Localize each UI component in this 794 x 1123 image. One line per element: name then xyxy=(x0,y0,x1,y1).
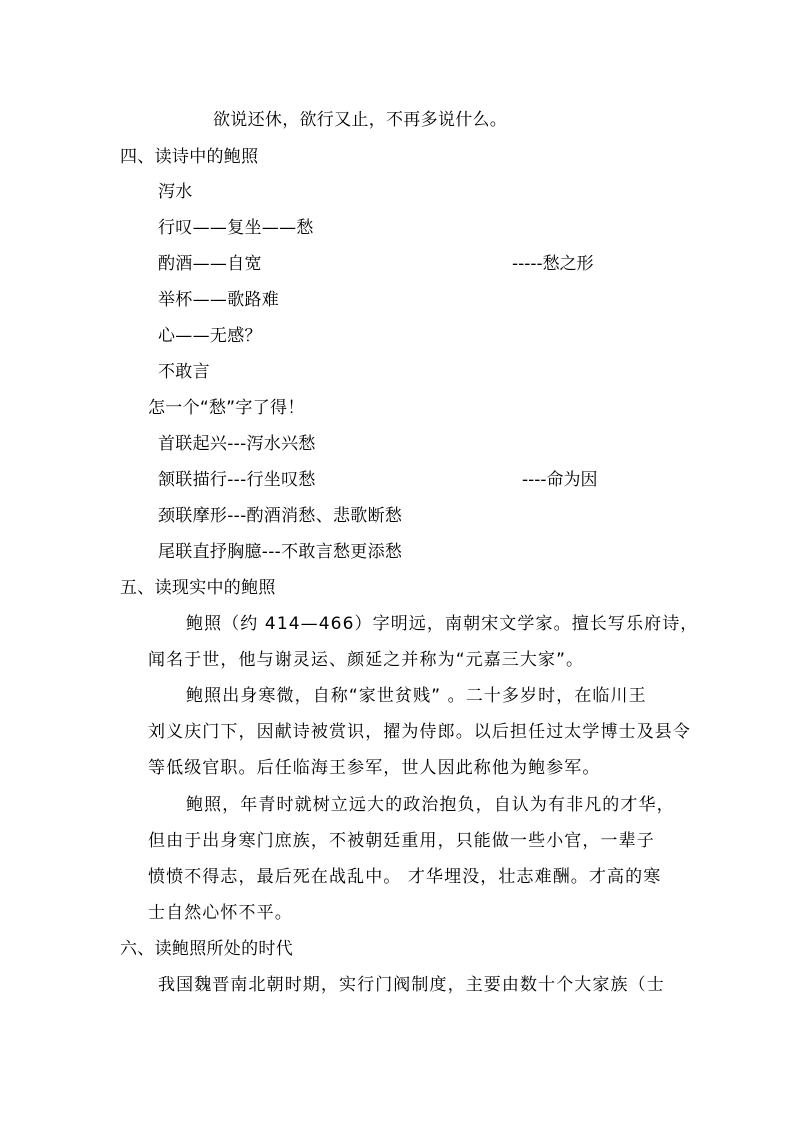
section-4-line: 泻水 xyxy=(158,182,193,202)
paragraph-line: 但由于出身寒门庶族，不被朝廷重用，只能做一些小官，一辈子 xyxy=(148,831,655,851)
paragraph-line: 我国魏晋南北朝时期，实行门阀制度，主要由数十个大家族（士 xyxy=(158,975,665,995)
section-4-line: 行叹——复坐——愁 xyxy=(158,218,314,238)
paragraph-line: 等低级官职。后任临海王参军，世人因此称他为鲍参军。 xyxy=(148,758,601,778)
paragraph-line: 鲍照出身寒微，自称“家世贫贱” 。二十多岁时，在临川王 xyxy=(186,686,647,706)
couplet-line: 尾联直抒胸臆---不敢言愁更添愁 xyxy=(158,542,403,562)
couplet-line: 首联起兴---泻水兴愁 xyxy=(158,434,316,454)
paragraph-line: 鲍照（约 414—466）字明远，南朝宋文学家。擅长写乐府诗， xyxy=(186,614,699,634)
section-6-heading: 六、读鲍照所处的时代 xyxy=(120,939,293,959)
couplet-line: 颔联描行---行坐叹愁 xyxy=(158,470,316,490)
intro-line: 欲说还休，欲行又止，不再多说什么。 xyxy=(213,110,508,130)
section-4-line: 不敢言 xyxy=(158,362,210,382)
paragraph-line: 鲍照，年青时就树立远大的政治抱负，自认为有非凡的才华， xyxy=(186,795,675,815)
section-4-line: 怎一个“愁”字了得！ xyxy=(148,398,305,418)
section-4-line: 心——无感？ xyxy=(158,326,262,346)
paragraph-line: 士自然心怀不平。 xyxy=(148,903,293,923)
shape-summary-mark: -----愁之形 xyxy=(512,254,594,274)
section-4-line: 酌酒——自宽 xyxy=(158,254,262,274)
section-4-heading: 四、读诗中的鲍照 xyxy=(120,147,259,167)
paragraph-line: 闻名于世，他与谢灵运、颜延之并称为“元嘉三大家”。 xyxy=(148,650,585,670)
couplet-line: 颈联摩形---酌酒消愁、悲歌断愁 xyxy=(158,506,403,526)
paragraph-line: 刘义庆门下，因献诗被赏识，擢为侍郎。以后担任过太学博士及县令 xyxy=(148,722,691,742)
fate-summary-mark: ----命为因 xyxy=(522,470,598,490)
section-5-heading: 五、读现实中的鲍照 xyxy=(120,578,276,598)
paragraph-line: 愤愤不得志，最后死在战乱中。 才华埋没，壮志难酬。才高的寒 xyxy=(148,867,662,887)
section-4-line: 举杯——歌路难 xyxy=(158,290,280,310)
